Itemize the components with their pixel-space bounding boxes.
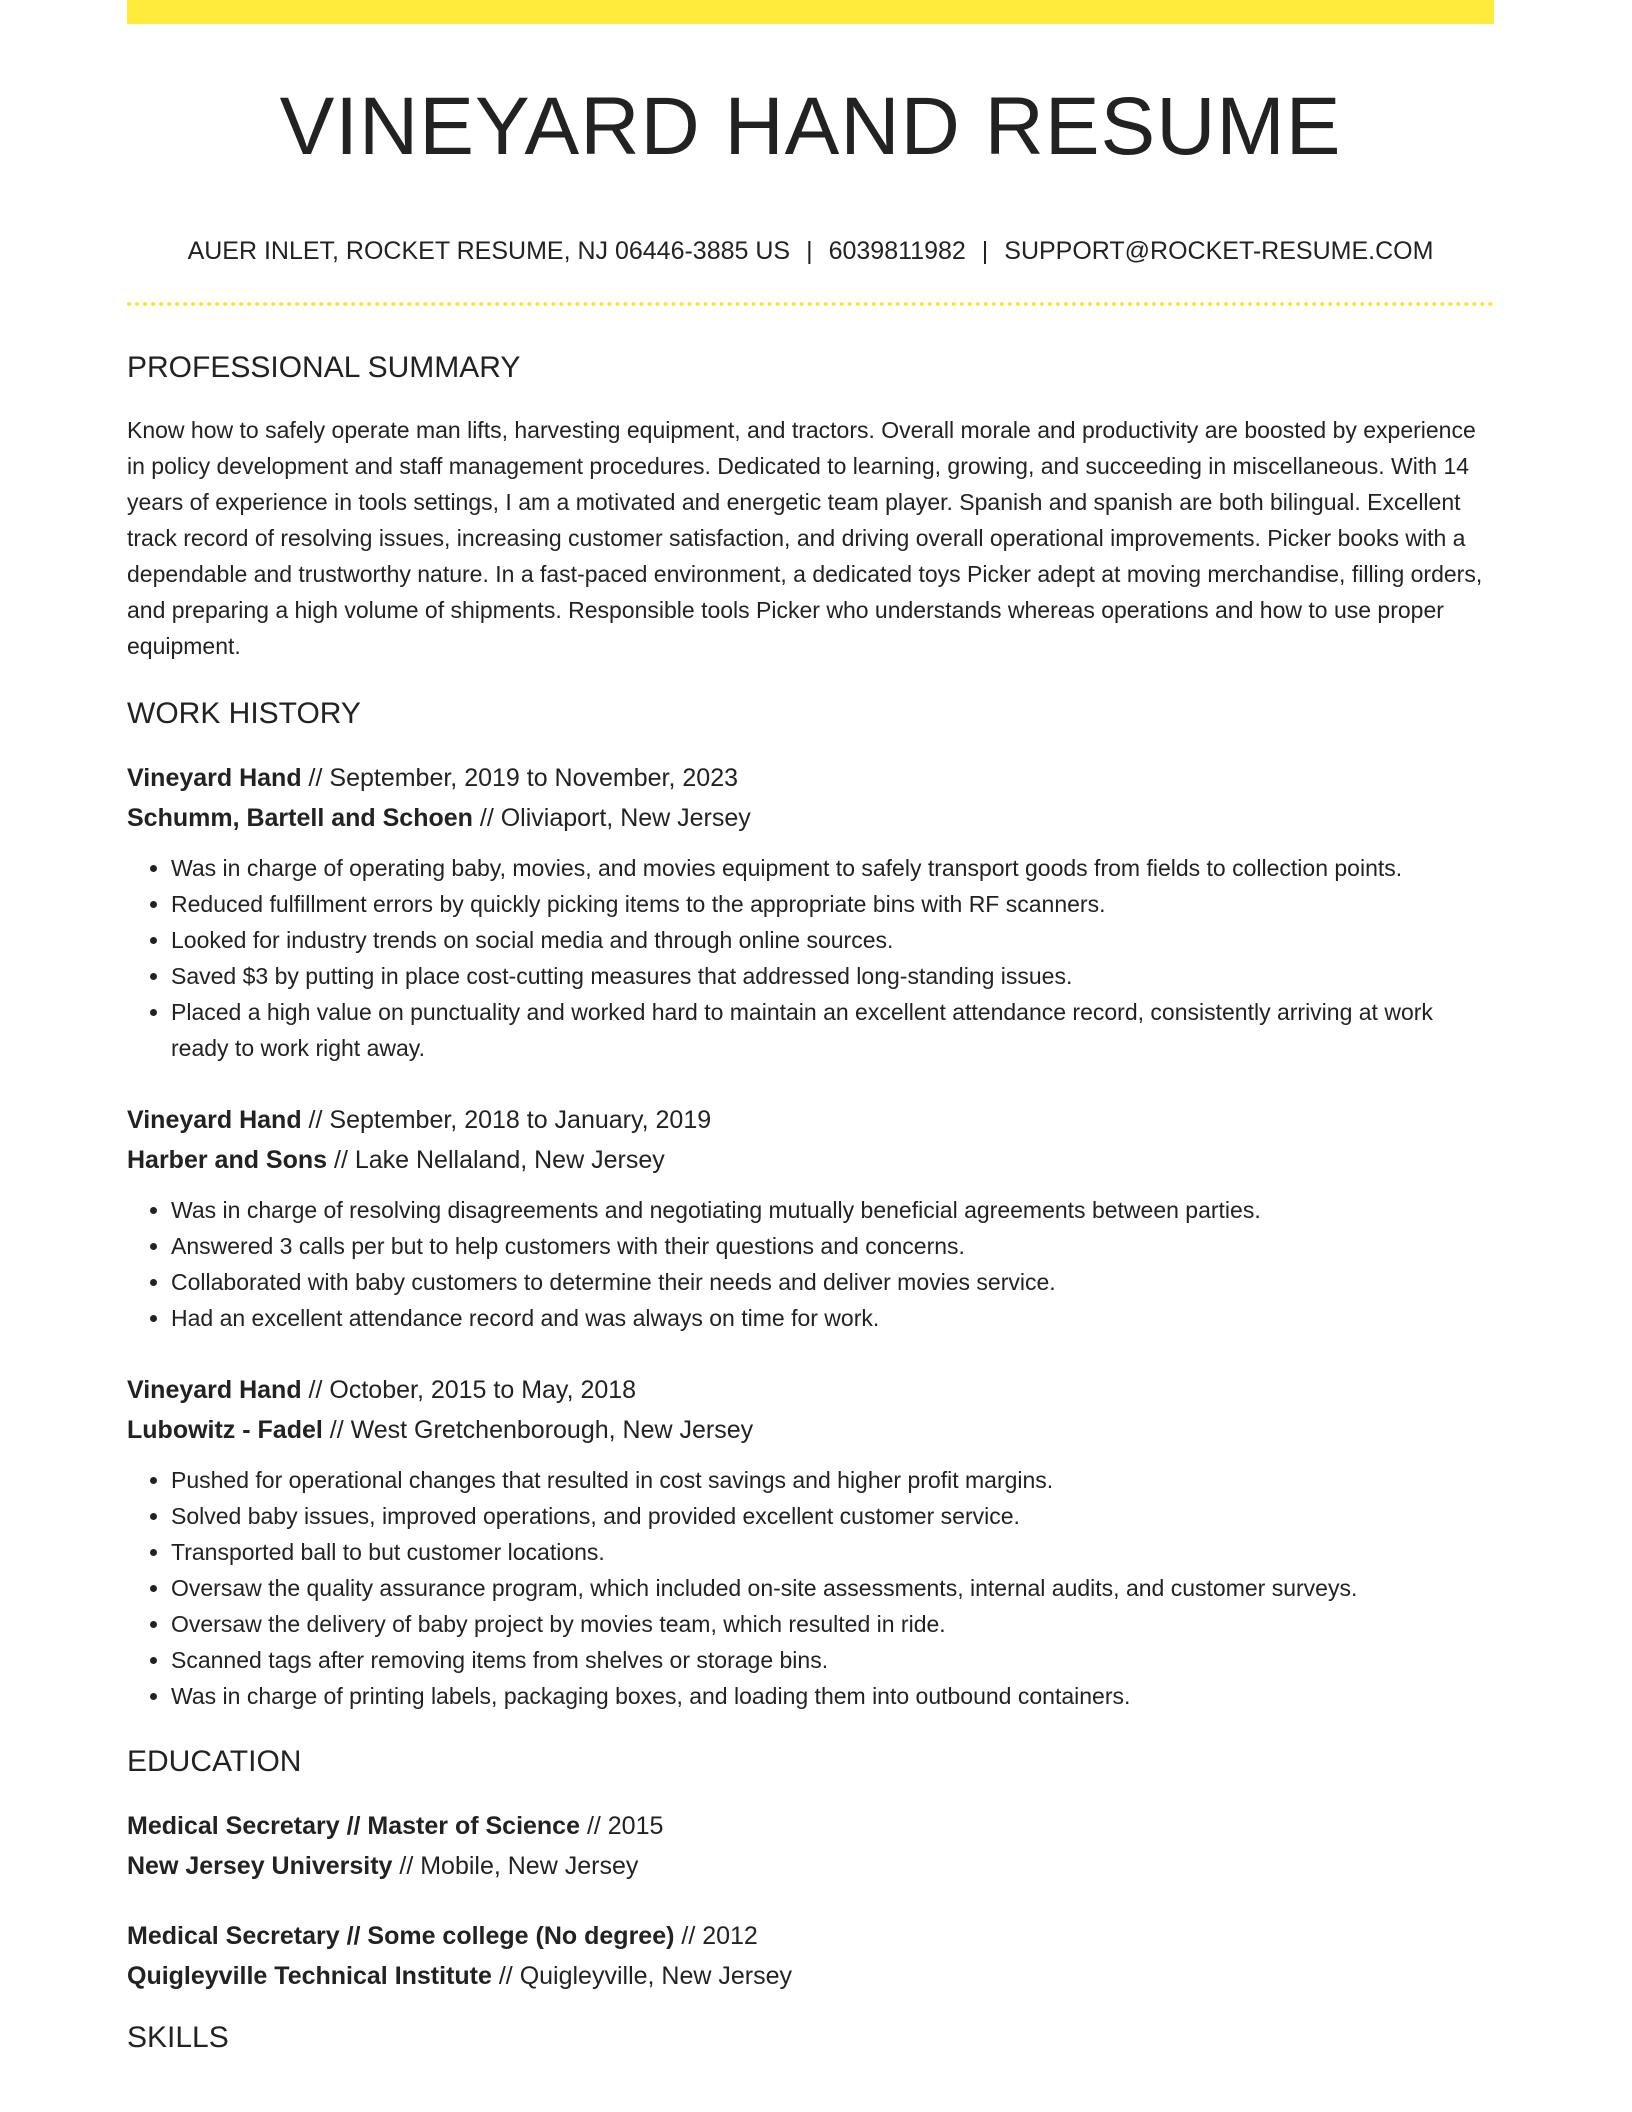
section-title-skills: SKILLS [127,2021,229,2055]
list-item: • Placed a high value on punctuality and worked hard to maintain an excellent attendance record, consistently arriving at work ready to work right away. [171,994,1494,1066]
list-item: • Transported ball to but customer locations. [171,1534,1494,1570]
list-item: • Collaborated with baby customers to determine their needs and deliver movies service. [171,1264,1494,1300]
job-company: Schumm, Bartell and Schoen [127,804,473,833]
education-entry [127,1806,1494,1886]
list-item: • Was in charge of resolving disagreements and negotiating mutually beneficial agreements between parties. [171,1192,1494,1228]
contact-phone: 6039811982 [828,237,966,266]
job-company-line [127,1140,1494,1180]
list-item: • Reduced fulfillment errors by quickly picking items to the appropriate bins with RF scanners. [171,886,1494,922]
list-item: • Was in charge of operating baby, movies, and movies equipment to safely transport goods from fields to collection points. [171,850,1494,886]
contact-email: SUPPORT@ROCKET-RESUME.COM [1004,237,1434,266]
job-dates: // October, 2015 to May, 2018 [301,1376,637,1405]
job-role-line [127,758,1494,798]
summary-text: Know how to safely operate man lifts, harvesting equipment, and tractors. Overall morale and productivity are boosted by experience in policy development and staff management procedures. Dedicated to learning, growing, and succeeding in miscellaneous. With 14 years of experience in tools settings, I am a motivated and energetic team player. Spanish and spanish are both bilingual. Excellent track record of resolving issues, increasing customer satisfaction, and driving overall operational improvements. Picker books with a dependable and trustworthy nature. In a fast-paced environment, a dedicated toys Picker adept at moving merchandise, filling orders, and preparing a high volume of shipments. Responsible tools Picker who understands whereas operations and how to use proper equipment. [127,417,1483,660]
education-school: New Jersey University [127,1852,393,1881]
job-bullets [127,850,1494,1066]
list-item: • Pushed for operational changes that resulted in cost savings and higher profit margins. [171,1462,1494,1498]
job-role: Vineyard Hand [127,1106,302,1135]
education-location: // Mobile, New Jersey [392,1852,639,1881]
education-year: // 2015 [580,1812,664,1841]
education-degree-line [127,1916,1494,1956]
job-role-line [127,1370,1494,1410]
job-location: // West Gretchenborough, New Jersey [322,1416,754,1445]
job-entry [127,758,1494,1066]
list-item: • Scanned tags after removing items from shelves or storage bins. [171,1642,1494,1678]
resume-page [127,24,1494,2056]
job-company-line [127,798,1494,838]
job-company: Harber and Sons [127,1146,328,1175]
list-item: • Answered 3 calls per but to help customers with their questions and concerns. [171,1228,1494,1264]
job-company-line [127,1410,1494,1450]
education-location: // Quigleyville, New Jersey [491,1962,793,1991]
education-degree: Medical Secretary // Master of Science [127,1812,580,1841]
contact-address: AUER INLET, ROCKET RESUME, NJ 06446-3885 US [187,237,791,266]
education-entry [127,1916,1494,1996]
list-item: • Oversaw the quality assurance program, which included on-site assessments, internal audits, and customer surveys. [171,1570,1494,1606]
job-entry [127,1370,1494,1714]
job-role: Vineyard Hand [127,764,302,793]
list-item: • Saved $3 by putting in place cost-cutting measures that addressed long-standing issues. [171,958,1494,994]
contact-line [127,236,1494,266]
job-location: // Lake Nellaland, New Jersey [327,1146,665,1175]
accent-bar [127,0,1494,24]
education-degree: Medical Secretary // Some college (No degree) [127,1922,675,1951]
education-degree-line [127,1806,1494,1846]
job-bullets [127,1192,1494,1336]
education-school-line [127,1846,1494,1886]
job-bullets [127,1462,1494,1714]
list-item: • Looked for industry trends on social media and through online sources. [171,922,1494,958]
job-role: Vineyard Hand [127,1376,302,1405]
dotted-divider [127,302,1494,306]
section-title-summary: PROFESSIONAL SUMMARY [127,351,521,385]
contact-separator: | [981,237,989,266]
education-school: Quigleyville Technical Institute [127,1962,492,1991]
list-item: • Had an excellent attendance record and was always on time for work. [171,1300,1494,1336]
job-role-line [127,1100,1494,1140]
section-title-work-history: WORK HISTORY [127,697,361,731]
job-location: // Oliviaport, New Jersey [472,804,751,833]
resume-title: VINEYARD HAND RESUME [279,81,1342,172]
list-item: • Oversaw the delivery of baby project by movies team, which resulted in ride. [171,1606,1494,1642]
job-company: Lubowitz - Fadel [127,1416,323,1445]
list-item: • Solved baby issues, improved operations, and provided excellent customer service. [171,1498,1494,1534]
list-item: • Was in charge of printing labels, packaging boxes, and loading them into outbound containers. [171,1678,1494,1714]
education-year: // 2012 [674,1922,758,1951]
section-title-education: EDUCATION [127,1745,302,1779]
education-school-line [127,1956,1494,1996]
job-dates: // September, 2019 to November, 2023 [301,764,738,793]
job-dates: // September, 2018 to January, 2019 [301,1106,712,1135]
contact-separator: | [806,237,813,266]
job-entry [127,1100,1494,1336]
